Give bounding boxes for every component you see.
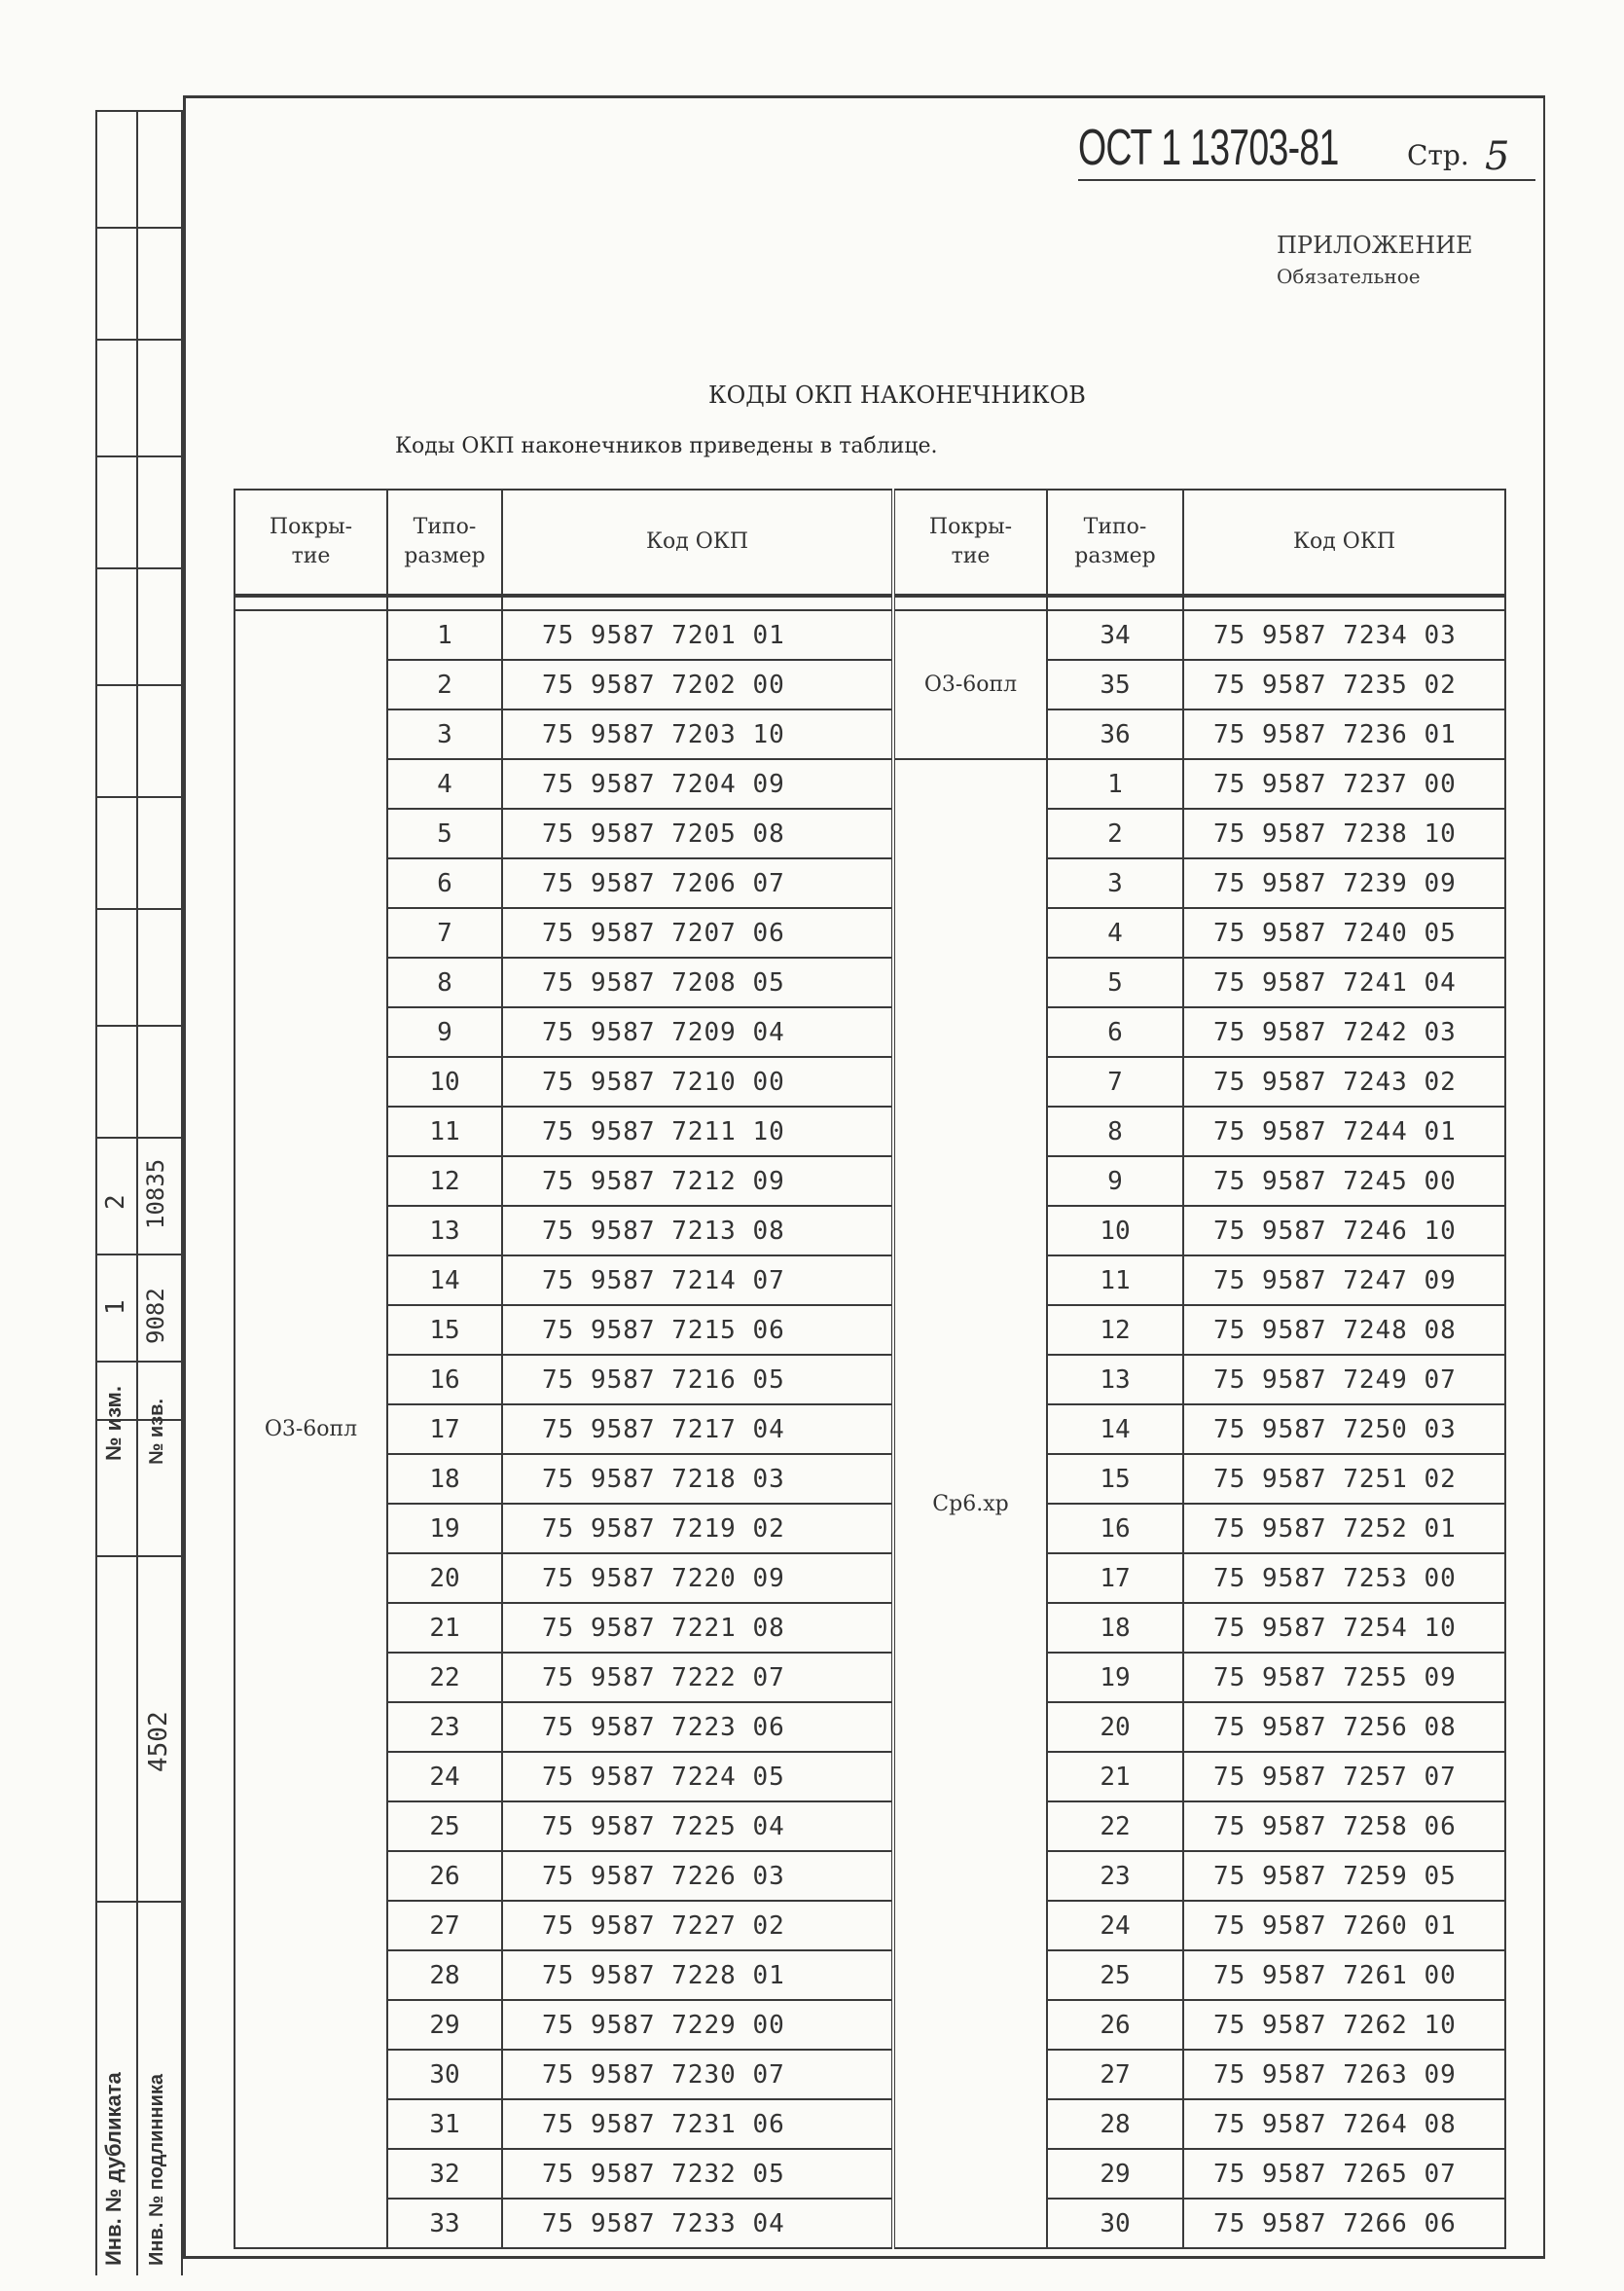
code-right: 75 9587 7240 05	[1183, 908, 1505, 958]
size-left: 5	[387, 809, 502, 858]
code-right: 75 9587 7254 10	[1183, 1603, 1505, 1653]
size-right: 9	[1047, 1156, 1183, 1206]
size-left: 7	[387, 908, 502, 958]
size-left: 3	[387, 709, 502, 759]
code-left: 75 9587 7216 05	[502, 1355, 893, 1404]
code-right: 75 9587 7250 03	[1183, 1404, 1505, 1454]
change-number-1: 1	[101, 1299, 130, 1315]
table-row	[235, 2149, 1505, 2199]
code-right: 75 9587 7260 01	[1183, 1901, 1505, 1950]
table-row	[235, 1305, 1505, 1355]
page-title: КОДЫ ОКП НАКОНЕЧНИКОВ	[708, 382, 1086, 409]
page-label: Стр.	[1407, 139, 1469, 171]
table-row	[235, 709, 1505, 759]
size-right: 25	[1047, 1950, 1183, 2000]
size-left: 2	[387, 660, 502, 709]
code-right: 75 9587 7256 08	[1183, 1702, 1505, 1752]
size-left: 13	[387, 1206, 502, 1255]
size-left: 22	[387, 1653, 502, 1702]
code-left: 75 9587 7208 05	[502, 958, 893, 1007]
code-left: 75 9587 7223 06	[502, 1702, 893, 1752]
code-right: 75 9587 7249 07	[1183, 1355, 1505, 1404]
coating-right-bottom: Ср6.хр	[893, 759, 1047, 2248]
code-left: 75 9587 7206 07	[502, 858, 893, 908]
size-left: 9	[387, 1007, 502, 1057]
size-left: 15	[387, 1305, 502, 1355]
size-left: 27	[387, 1901, 502, 1950]
table-row	[235, 1851, 1505, 1901]
size-right: 8	[1047, 1107, 1183, 1156]
code-right: 75 9587 7239 09	[1183, 858, 1505, 908]
code-right: 75 9587 7241 04	[1183, 958, 1505, 1007]
code-left: 75 9587 7231 06	[502, 2099, 893, 2149]
size-right: 24	[1047, 1901, 1183, 1950]
size-right: 11	[1047, 1255, 1183, 1305]
code-right: 75 9587 7235 02	[1183, 660, 1505, 709]
code-left: 75 9587 7214 07	[502, 1255, 893, 1305]
size-left: 21	[387, 1603, 502, 1653]
table-row	[235, 858, 1505, 908]
code-right: 75 9587 7253 00	[1183, 1553, 1505, 1603]
notice-number-label: № изв.	[146, 1399, 167, 1465]
table-row	[235, 1404, 1505, 1454]
code-right: 75 9587 7236 01	[1183, 709, 1505, 759]
size-left: 8	[387, 958, 502, 1007]
spacer-row	[235, 596, 1505, 610]
code-right: 75 9587 7259 05	[1183, 1851, 1505, 1901]
size-left: 18	[387, 1454, 502, 1504]
table-row	[235, 908, 1505, 958]
size-right: 2	[1047, 809, 1183, 858]
table-row	[235, 1603, 1505, 1653]
document-designation	[1078, 121, 1535, 181]
size-left: 12	[387, 1156, 502, 1206]
code-left: 75 9587 7226 03	[502, 1851, 893, 1901]
size-left: 23	[387, 1702, 502, 1752]
header-coating-right: Покры- тие	[893, 490, 1047, 596]
code-right: 75 9587 7263 09	[1183, 2050, 1505, 2099]
size-right: 36	[1047, 709, 1183, 759]
code-left: 75 9587 7201 01	[502, 610, 893, 660]
size-right: 7	[1047, 1057, 1183, 1107]
table-row	[235, 1801, 1505, 1851]
notice-number-9082: 9082	[142, 1288, 169, 1344]
code-right: 75 9587 7247 09	[1183, 1255, 1505, 1305]
change-number-label: № изм.	[101, 1386, 126, 1461]
code-left: 75 9587 7227 02	[502, 1901, 893, 1950]
code-right: 75 9587 7261 00	[1183, 1950, 1505, 2000]
table-row	[235, 1553, 1505, 1603]
size-left: 11	[387, 1107, 502, 1156]
code-left: 75 9587 7220 09	[502, 1553, 893, 1603]
size-right: 18	[1047, 1603, 1183, 1653]
header-code-right: Код ОКП	[1183, 490, 1505, 596]
code-left: 75 9587 7210 00	[502, 1057, 893, 1107]
code-right: 75 9587 7262 10	[1183, 2000, 1505, 2050]
appendix-block	[1277, 232, 1473, 288]
size-left: 31	[387, 2099, 502, 2149]
size-left: 26	[387, 1851, 502, 1901]
code-left: 75 9587 7205 08	[502, 809, 893, 858]
table-row	[235, 809, 1505, 858]
appendix-title: ПРИЛОЖЕНИЕ	[1277, 232, 1473, 259]
code-left: 75 9587 7212 09	[502, 1156, 893, 1206]
code-right: 75 9587 7257 07	[1183, 1752, 1505, 1801]
coating-right-top: О3-6опл	[893, 610, 1047, 759]
size-left: 14	[387, 1255, 502, 1305]
size-left: 24	[387, 1752, 502, 1801]
code-left: 75 9587 7202 00	[502, 660, 893, 709]
size-right: 22	[1047, 1801, 1183, 1851]
size-right: 20	[1047, 1702, 1183, 1752]
table-row	[235, 1007, 1505, 1057]
table-row	[235, 1950, 1505, 2000]
table-row	[235, 2199, 1505, 2248]
size-right: 13	[1047, 1355, 1183, 1404]
code-right: 75 9587 7234 03	[1183, 610, 1505, 660]
table-row	[235, 1206, 1505, 1255]
table-row	[235, 660, 1505, 709]
header-coating-left: Покры- тие	[235, 490, 387, 596]
size-right: 23	[1047, 1851, 1183, 1901]
table-row	[235, 1752, 1505, 1801]
table-row	[235, 610, 1505, 660]
table-row	[235, 958, 1505, 1007]
size-right: 15	[1047, 1454, 1183, 1504]
code-left: 75 9587 7211 10	[502, 1107, 893, 1156]
notice-number-10835: 10835	[142, 1158, 169, 1229]
standard-code: ОСТ 1 13703-81	[1078, 120, 1339, 176]
size-right: 28	[1047, 2099, 1183, 2149]
size-right: 21	[1047, 1752, 1183, 1801]
size-left: 28	[387, 1950, 502, 2000]
size-left: 4	[387, 759, 502, 809]
size-left: 16	[387, 1355, 502, 1404]
code-left: 75 9587 7207 06	[502, 908, 893, 958]
size-left: 25	[387, 1801, 502, 1851]
size-right: 4	[1047, 908, 1183, 958]
code-left: 75 9587 7204 09	[502, 759, 893, 809]
table-row	[235, 2050, 1505, 2099]
size-right: 27	[1047, 2050, 1183, 2099]
intro-text: Коды ОКП наконечников приведены в таблице.	[395, 434, 938, 458]
code-left: 75 9587 7222 07	[502, 1653, 893, 1702]
code-right: 75 9587 7243 02	[1183, 1057, 1505, 1107]
size-left: 10	[387, 1057, 502, 1107]
size-right: 26	[1047, 2000, 1183, 2050]
table-row	[235, 759, 1505, 809]
size-right: 16	[1047, 1504, 1183, 1553]
table-row	[235, 1454, 1505, 1504]
code-right: 75 9587 7251 02	[1183, 1454, 1505, 1504]
table-row	[235, 2099, 1505, 2149]
code-left: 75 9587 7209 04	[502, 1007, 893, 1057]
code-right: 75 9587 7238 10	[1183, 809, 1505, 858]
margin-strip	[95, 110, 183, 2275]
size-left: 33	[387, 2199, 502, 2248]
table-row	[235, 1901, 1505, 1950]
okp-codes-table	[234, 489, 1506, 2249]
page-number: 5	[1485, 134, 1510, 179]
original-inventory-label: Инв. № подлинника	[146, 2073, 167, 2266]
size-left: 32	[387, 2149, 502, 2199]
size-left: 30	[387, 2050, 502, 2099]
code-left: 75 9587 7232 05	[502, 2149, 893, 2199]
table-row	[235, 1653, 1505, 1702]
header-size-right: Типо- размер	[1047, 490, 1183, 596]
table-row	[235, 1355, 1505, 1404]
inventory-number: 4502	[144, 1711, 173, 1772]
size-right: 12	[1047, 1305, 1183, 1355]
size-left: 1	[387, 610, 502, 660]
size-right: 34	[1047, 610, 1183, 660]
size-right: 5	[1047, 958, 1183, 1007]
code-left: 75 9587 7217 04	[502, 1404, 893, 1454]
table-row	[235, 1702, 1505, 1752]
size-right: 30	[1047, 2199, 1183, 2248]
table-row	[235, 1057, 1505, 1107]
header-code-left: Код ОКП	[502, 490, 893, 596]
change-number-2: 2	[101, 1194, 130, 1210]
code-left: 75 9587 7233 04	[502, 2199, 893, 2248]
code-right: 75 9587 7244 01	[1183, 1107, 1505, 1156]
code-left: 75 9587 7218 03	[502, 1454, 893, 1504]
size-left: 20	[387, 1553, 502, 1603]
code-right: 75 9587 7237 00	[1183, 759, 1505, 809]
code-right: 75 9587 7245 00	[1183, 1156, 1505, 1206]
table-header-row	[235, 490, 1505, 596]
duplicate-inventory-label: Инв. № дубликата	[101, 2072, 126, 2266]
code-left: 75 9587 7224 05	[502, 1752, 893, 1801]
table-row	[235, 1255, 1505, 1305]
code-left: 75 9587 7221 08	[502, 1603, 893, 1653]
code-left: 75 9587 7225 04	[502, 1801, 893, 1851]
code-left: 75 9587 7228 01	[502, 1950, 893, 2000]
code-right: 75 9587 7246 10	[1183, 1206, 1505, 1255]
code-right: 75 9587 7252 01	[1183, 1504, 1505, 1553]
code-left: 75 9587 7215 06	[502, 1305, 893, 1355]
size-right: 29	[1047, 2149, 1183, 2199]
size-left: 19	[387, 1504, 502, 1553]
size-right: 14	[1047, 1404, 1183, 1454]
size-right: 19	[1047, 1653, 1183, 1702]
table-row	[235, 1156, 1505, 1206]
table-row	[235, 2000, 1505, 2050]
size-right: 1	[1047, 759, 1183, 809]
code-right: 75 9587 7266 06	[1183, 2199, 1505, 2248]
code-right: 75 9587 7265 07	[1183, 2149, 1505, 2199]
code-left: 75 9587 7213 08	[502, 1206, 893, 1255]
code-right: 75 9587 7248 08	[1183, 1305, 1505, 1355]
appendix-kind: Обязательное	[1277, 265, 1421, 288]
coating-left: О3-6опл	[235, 610, 387, 2248]
table-row	[235, 1504, 1505, 1553]
size-right: 6	[1047, 1007, 1183, 1057]
size-right: 35	[1047, 660, 1183, 709]
size-right: 3	[1047, 858, 1183, 908]
size-left: 29	[387, 2000, 502, 2050]
code-left: 75 9587 7219 02	[502, 1504, 893, 1553]
size-left: 6	[387, 858, 502, 908]
size-left: 17	[387, 1404, 502, 1454]
header-size-left: Типо- размер	[387, 490, 502, 596]
table-row	[235, 1107, 1505, 1156]
size-right: 17	[1047, 1553, 1183, 1603]
code-right: 75 9587 7255 09	[1183, 1653, 1505, 1702]
code-right: 75 9587 7258 06	[1183, 1801, 1505, 1851]
code-right: 75 9587 7264 08	[1183, 2099, 1505, 2149]
size-right: 10	[1047, 1206, 1183, 1255]
code-left: 75 9587 7230 07	[502, 2050, 893, 2099]
code-left: 75 9587 7203 10	[502, 709, 893, 759]
code-left: 75 9587 7229 00	[502, 2000, 893, 2050]
code-right: 75 9587 7242 03	[1183, 1007, 1505, 1057]
